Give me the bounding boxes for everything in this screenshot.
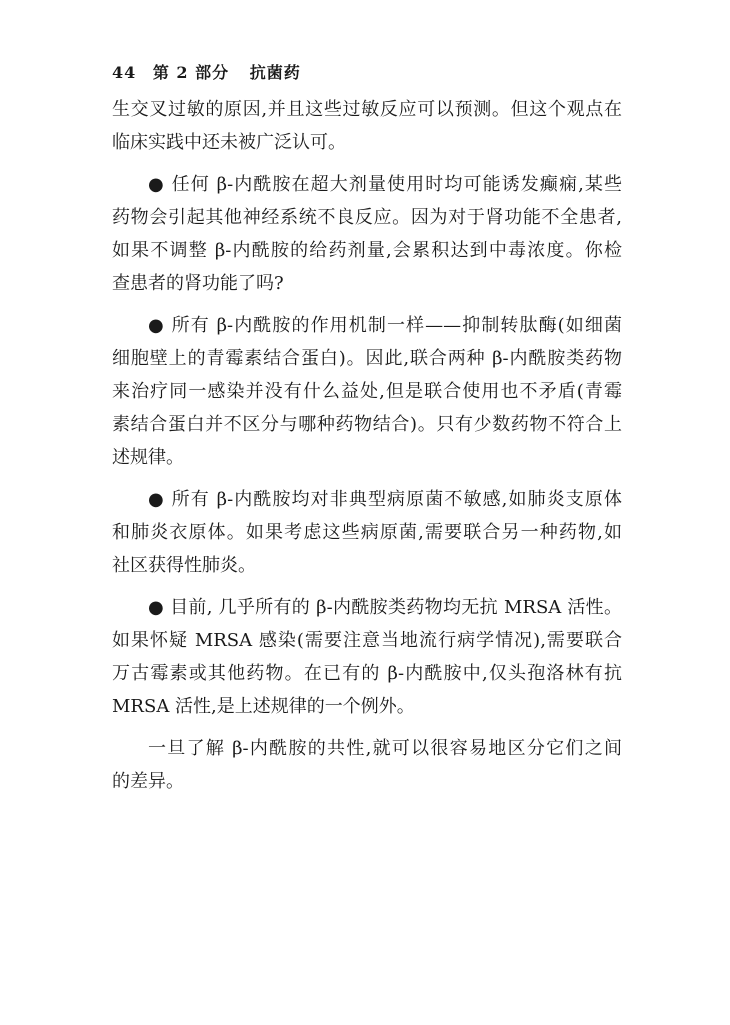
text-line: 一旦了解 β-内酰胺的共性,就可以很容易地区分它们之间 <box>148 738 622 759</box>
text-line: 素结合蛋白并不区分与哪种药物结合)。只有少数药物不符合上 <box>112 414 622 435</box>
text-line: 如果怀疑 MRSA 感染(需要注意当地流行病学情况),需要联合 <box>112 630 622 651</box>
body-text <box>112 98 622 793</box>
bullet-paragraph-seizures <box>112 173 622 295</box>
part-title: 第 2 部分 <box>152 63 230 82</box>
text-line: 如果不调整 β-内酰胺的给药剂量,会累积达到中毒浓度。你检 <box>112 240 622 261</box>
bullet-paragraph-mrsa <box>112 596 622 718</box>
text-line: 社区获得性肺炎。 <box>112 555 256 576</box>
bullet-line: ● 所有 β-内酰胺的作用机制一样——抑制转肽酶(如细菌 <box>148 315 622 336</box>
text-line: 来治疗同一感染并没有什么益处,但是联合使用也不矛盾(青霉 <box>112 381 622 402</box>
text-line: 细胞壁上的青霉素结合蛋白)。因此,联合两种 β-内酰胺类药物 <box>112 348 622 369</box>
conclusion-paragraph <box>112 737 622 793</box>
text-line: MRSA 活性,是上述规律的一个例外。 <box>112 696 415 717</box>
bullet-line: ● 所有 β-内酰胺均对非典型病原菌不敏感,如肺炎支原体 <box>148 489 622 510</box>
running-header <box>112 60 301 83</box>
section-title: 抗菌药 <box>249 63 301 82</box>
text-line: 查患者的肾功能了吗? <box>112 273 284 294</box>
bullet-line: ● 任何 β-内酰胺在超大剂量使用时均可能诱发癫痫,某些 <box>148 174 622 195</box>
bullet-paragraph-mechanism <box>112 314 622 469</box>
text-line: 临床实践中还未被广泛认可。 <box>112 132 346 153</box>
text-line: 的差异。 <box>112 771 184 792</box>
bullet-paragraph-atypical <box>112 488 622 577</box>
text-line: 万古霉素或其他药物。在已有的 β-内酰胺中,仅头孢洛林有抗 <box>112 663 622 684</box>
page-number: 44 <box>112 63 137 82</box>
paragraph-continuation <box>112 98 622 154</box>
text-line: 生交叉过敏的原因,并且这些过敏反应可以预测。但这个观点在 <box>112 99 622 120</box>
text-line: 述规律。 <box>112 447 184 468</box>
bullet-line: ● 目前, 几乎所有的 β-内酰胺类药物均无抗 MRSA 活性。 <box>148 597 622 618</box>
text-line: 和肺炎衣原体。如果考虑这些病原菌,需要联合另一种药物,如 <box>112 522 622 543</box>
text-line: 药物会引起其他神经系统不良反应。因为对于肾功能不全患者, <box>112 207 622 228</box>
